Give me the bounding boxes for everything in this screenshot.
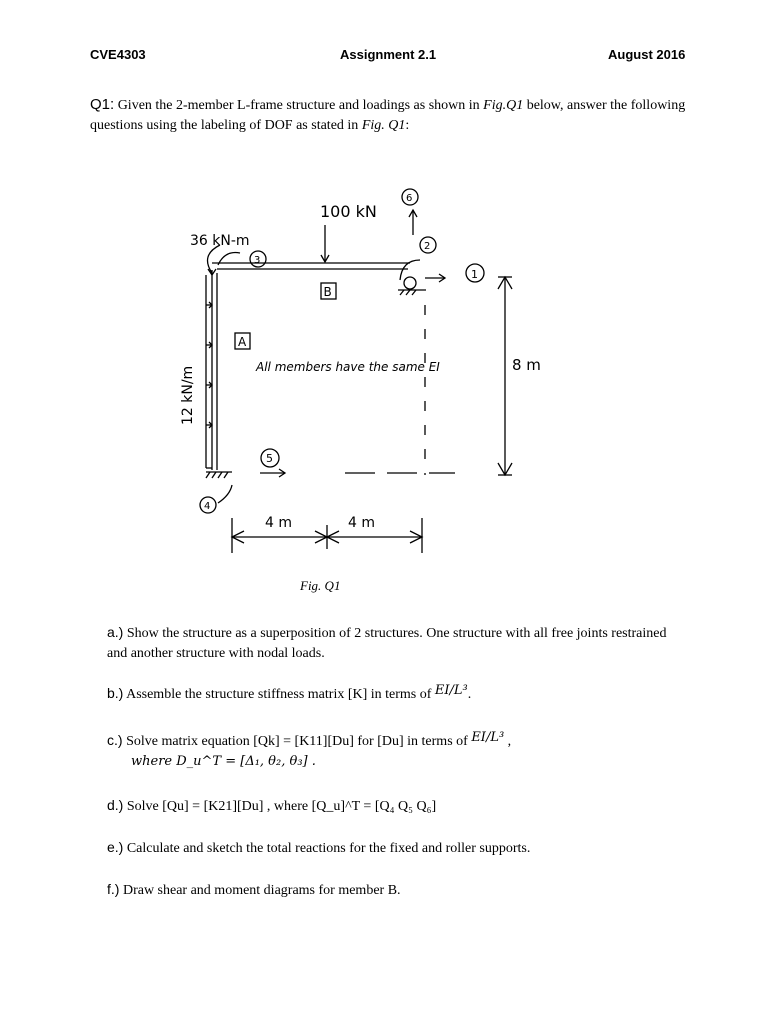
item-a — [107, 622, 667, 664]
frame-figure — [170, 185, 550, 555]
item-f — [107, 879, 667, 901]
fig-ref-1: Fig.Q1 — [483, 98, 524, 113]
point-load-label: 100 kN — [320, 202, 377, 221]
span-left-label: 4 m — [265, 515, 292, 531]
height-dimension-label: 8 m — [512, 356, 541, 374]
item-c-label: c.) — [107, 732, 123, 748]
item-c-suffix: , — [504, 734, 512, 749]
member-b-label: B — [323, 285, 332, 299]
dof-4-label: 4 — [204, 501, 211, 512]
item-f-text: Draw shear and moment diagrams for member B. — [122, 883, 401, 898]
item-c-math: EI/L³ — [471, 730, 505, 745]
item-b — [107, 683, 667, 705]
item-e-label: e.) — [107, 839, 124, 855]
fig-ref-2: Fig. Q1 — [361, 118, 406, 133]
dof-6-label: 6 — [406, 193, 413, 204]
question-text-3: : — [405, 118, 410, 133]
question-text-2: below, answer the following questions using the labeling of DOF as stated in — [90, 98, 686, 133]
item-d — [107, 795, 667, 817]
figure-caption: Fig. Q1 — [300, 578, 341, 593]
figure-note: All members have the same EI — [256, 360, 440, 374]
question-label: Q1: — [90, 96, 115, 113]
item-e-text: Calculate and sketch the total reactions for the fixed and roller supports. — [126, 841, 531, 856]
item-d-label: d.) — [107, 797, 124, 813]
item-f-label: f.) — [107, 881, 120, 897]
dof-3-label: 3 — [254, 255, 261, 266]
member-a-label: A — [238, 335, 247, 349]
item-e — [107, 837, 667, 859]
item-a-label: a.) — [107, 624, 124, 640]
dof-2-label: 2 — [424, 241, 431, 252]
assignment-title: Assignment 2.1 — [340, 47, 437, 62]
course-code: CVE4303 — [90, 47, 146, 62]
item-b-label: b.) — [107, 685, 124, 701]
item-c-line2: where D_u^T = [Δ₁, θ₂, θ₃] . — [131, 754, 316, 769]
dof-5-label: 5 — [266, 452, 273, 465]
moment-load-label: 36 kN-m — [190, 233, 250, 249]
item-b-text: Assemble the structure stiffness matrix [K] in terms of — [126, 687, 435, 702]
item-b-math: EI/L³ — [434, 683, 468, 698]
question-text-1: Given the 2-member L-frame structure and loadings as shown in — [114, 98, 484, 113]
item-d-text: Solve [Qu] = [K21][Du] , where [Q_u]^T = [Q₄ Q₅ Q₆] — [126, 799, 437, 814]
dof-1-label: 1 — [471, 268, 478, 281]
roller-support — [404, 277, 416, 289]
item-b-suffix: . — [467, 687, 472, 702]
item-c-text: Solve matrix equation [Qk] = [K11][Du] for [Du] in terms of — [126, 734, 472, 749]
item-a-text: Show the structure as a superposition of 2 structures. One structure with all free joints restrained and another structure with nodal loads. — [107, 626, 667, 661]
question-intro — [90, 95, 690, 136]
item-c — [107, 730, 667, 772]
span-right-label: 4 m — [348, 515, 375, 531]
date: August 2016 — [608, 47, 686, 62]
distributed-load-label: 12 kN/m — [180, 365, 196, 425]
